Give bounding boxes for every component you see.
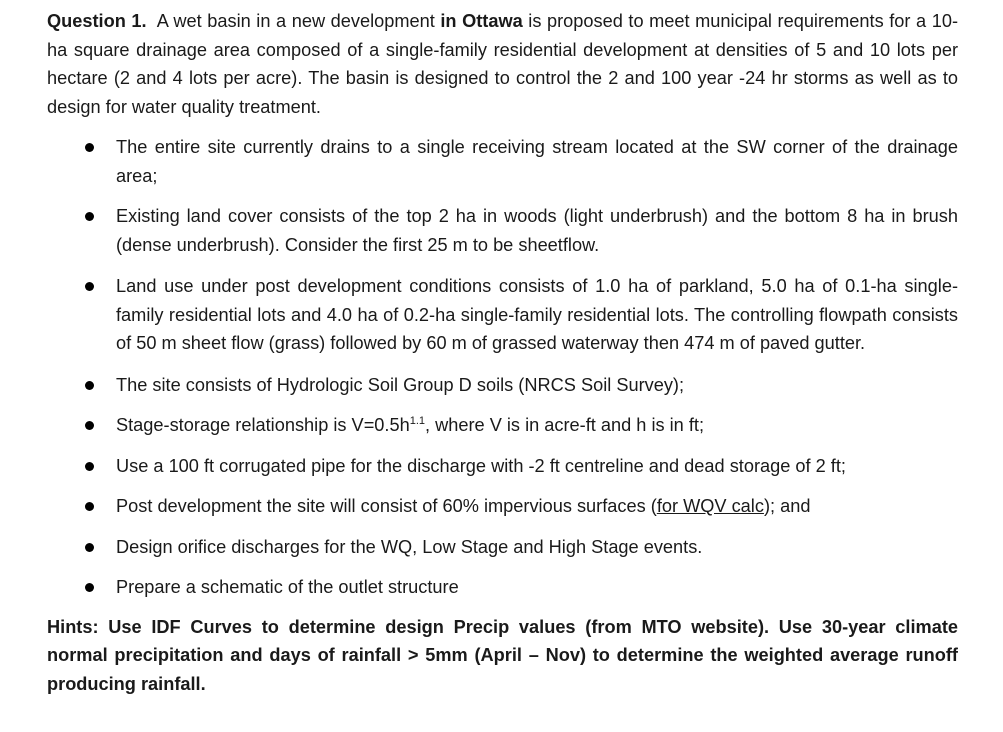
list-item (47, 452, 958, 481)
bullet-icon (85, 502, 94, 511)
list-item-text-pre: Post development the site will consist of 60% impervious surfaces ( (116, 496, 657, 516)
list-item (47, 133, 958, 190)
list-item-text-post: , where V is in acre-ft and h is in ft; (425, 415, 705, 435)
requirements-list (47, 133, 958, 602)
list-item (47, 573, 958, 602)
list-item-text: Design orifice discharges for the WQ, Low Stage and High Stage events. (116, 536, 703, 557)
bullet-icon (85, 282, 94, 291)
list-item-text: The site consists of Hydrologic Soil Group D soils (NRCS Soil Survey); (116, 374, 685, 395)
list-item (47, 202, 958, 259)
list-item-text: Existing land cover consists of the top 2 ha in woods (light underbrush) and the bottom 8 ha in brush (dense underbrush). Consider the first 25 m to be sheetflow. (116, 206, 958, 255)
question-paragraph (47, 7, 958, 121)
list-item-text: Use a 100 ft corrugated pipe for the discharge with -2 ft centreline and dead storage of 2 ft; (116, 455, 846, 476)
wqv-calc-underlined-text: for WQV calc (656, 496, 764, 516)
list-item-text: Land use under post development conditions consists of 1.0 ha of parkland, 5.0 ha of 0.1-ha single-family residential lots and 4.0 ha of 0.2-ha single-family residential lots. The controlling flowpath consists of 50 m sheet flow (grass) followed by 60 m of grassed waterway then 474 m of paved gutter. (116, 276, 958, 353)
list-item (47, 533, 958, 562)
question-text-a: A wet basin in a new development (156, 11, 441, 31)
hints-paragraph: Hints: Use IDF Curves to determine design Precip values (from MTO website). Use 30-year climate normal precipitation and days of rainfall > 5mm (April – Nov) to determine the weighted average runoff producing rainfall. (47, 616, 958, 694)
list-item-text-pre: Stage-storage relationship is V=0.5h (116, 415, 410, 435)
question-location: in Ottawa (440, 11, 523, 31)
list-item-text: The entire site currently drains to a single receiving stream located at the SW corner of the drainage area; (116, 137, 958, 186)
list-item (47, 492, 958, 521)
bullet-icon (85, 543, 94, 552)
bullet-icon (85, 462, 94, 471)
question-label: Question 1. (47, 11, 147, 31)
list-item (47, 371, 958, 400)
bullet-icon (85, 583, 94, 592)
list-item (47, 272, 958, 358)
exponent: 1.1 (409, 415, 426, 427)
list-item-text-post: ); and (763, 496, 811, 516)
list-item-text: Prepare a schematic of the outlet structure (116, 577, 459, 597)
bullet-icon (85, 381, 94, 390)
question-text-b: is proposed to meet municipal requirements for a 10-ha square drainage area composed of a single-family residential development at densities of 5 and 10 lots per hectare (2 and 4 lots per acre). The basin is designed to control the 2 and 100 year -24 hr storms as well as to design for water quality treatment. (47, 11, 959, 117)
bullet-icon (85, 143, 94, 152)
bullet-icon (85, 421, 94, 430)
bullet-icon (85, 212, 94, 221)
list-item (47, 411, 958, 440)
